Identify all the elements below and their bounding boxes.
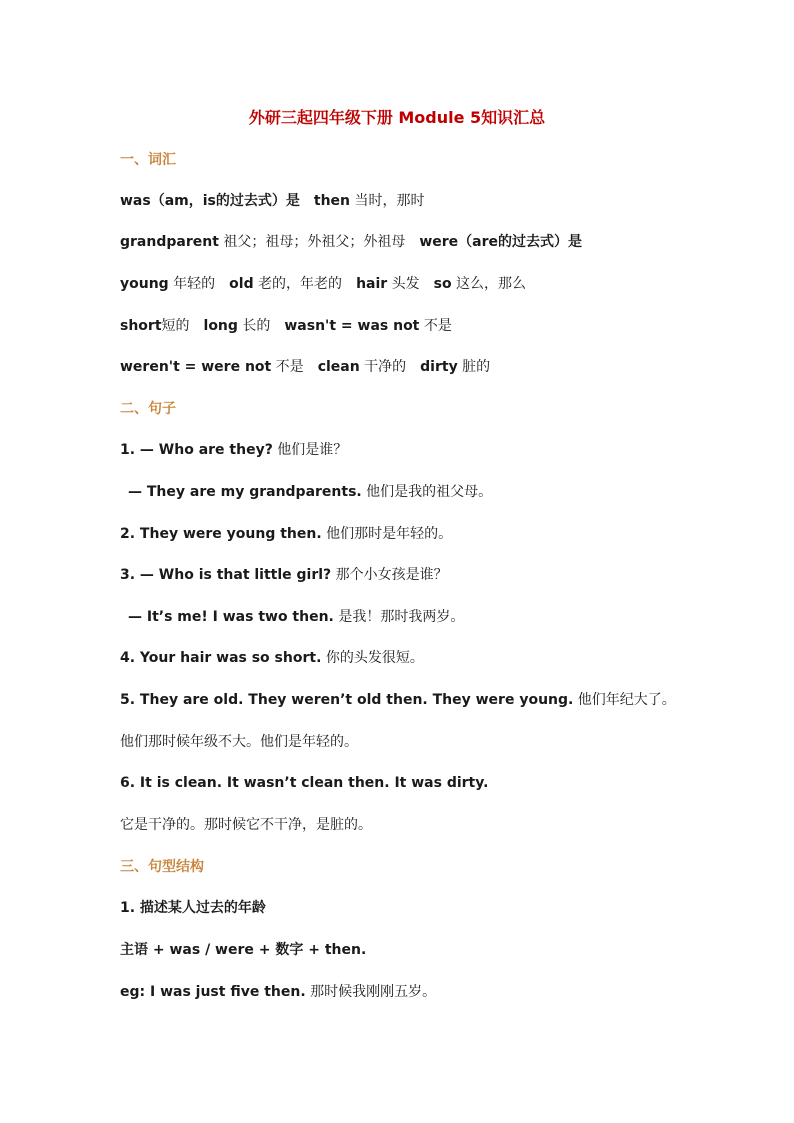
sentence-zh: 他们是谁？	[272, 442, 348, 458]
sentence-zh: 他们是我的祖父母。	[361, 484, 493, 500]
vocab-term: wasn't = was not	[284, 318, 420, 334]
sentence-zh: 你的头发很短。	[321, 650, 424, 666]
vocab-term: then	[313, 193, 351, 209]
vocab-line-5	[120, 357, 754, 377]
document-title: 外研三起四年级下册 Module 5知识汇总	[248, 108, 546, 127]
sentence-line	[128, 607, 754, 627]
vocab-meaning: 长的	[237, 318, 271, 334]
pattern-formula: 主语 + was / were + 数字 + then.	[120, 942, 367, 958]
pattern-example-en: eg: I was just five then.	[120, 984, 306, 1000]
patterns-heading: 三、句型结构	[120, 859, 204, 875]
pattern-title: 1. 描述某人过去的年龄	[120, 900, 266, 916]
sentence-zh: 他们年纪大了。	[573, 692, 676, 708]
sentence-en: 2. They were young then.	[120, 526, 322, 542]
vocab-line-2	[120, 232, 754, 252]
vocab-term: weren't = were not	[120, 359, 272, 375]
sentence-line	[120, 815, 754, 835]
pattern-line	[120, 898, 754, 918]
vocab-term: dirty	[420, 359, 458, 375]
vocab-line-3	[120, 274, 754, 294]
pattern-line	[120, 982, 754, 1002]
sentence-en: 1. — Who are they?	[120, 442, 273, 458]
vocab-term: clean	[317, 359, 360, 375]
sentence-line	[120, 732, 754, 752]
sentence-en: — They are my grandparents.	[128, 484, 362, 500]
sentence-line	[120, 648, 754, 668]
vocab-term: old	[229, 276, 254, 292]
vocab-heading: 一、词汇	[120, 152, 176, 168]
vocab-meaning: 这么，那么	[451, 276, 527, 292]
vocab-meaning: 不是	[419, 318, 452, 334]
vocab-term: young	[120, 276, 169, 292]
vocab-term: grandparent	[120, 234, 219, 250]
vocab-term: so	[433, 276, 452, 292]
vocab-line-4	[120, 316, 754, 336]
sentence-zh: 是我！那时我两岁。	[333, 609, 465, 625]
vocab-meaning: 老的，年老的	[253, 276, 343, 292]
vocab-meaning: 不是	[271, 359, 304, 375]
vocab-line-1	[120, 191, 754, 211]
vocab-meaning: 祖父；祖母；外祖父；外祖母	[218, 234, 406, 250]
vocab-term: hair	[356, 276, 388, 292]
sentence-en: 6. It is clean. It wasn’t clean then. It was dirty.	[120, 775, 489, 791]
sentence-line	[120, 565, 754, 585]
sentence-en: — It’s me! I was two then.	[128, 609, 334, 625]
sentence-line	[120, 524, 754, 544]
sentence-zh: 它是干净的。那时候它不干净，是脏的。	[120, 817, 372, 833]
sentence-zh: 他们那时候年级不大。他们是年轻的。	[120, 734, 358, 750]
vocab-meaning: 短的	[161, 318, 190, 334]
pattern-example-zh: 那时候我刚刚五岁。	[305, 984, 437, 1000]
sentence-zh: 他们那时是年轻的。	[321, 526, 453, 542]
pattern-line	[120, 940, 754, 960]
vocab-term: short	[120, 318, 162, 334]
vocab-meaning: 干净的	[359, 359, 407, 375]
vocab-meaning: 脏的	[457, 359, 491, 375]
vocab-term: long	[203, 318, 238, 334]
vocab-meaning: 当时，那时	[350, 193, 425, 209]
vocab-meaning: 年轻的	[168, 276, 216, 292]
sentence-line	[120, 440, 754, 460]
sentence-en: 3. — Who is that little girl?	[120, 567, 332, 583]
vocab-term: was（am，is的过去式）是	[120, 193, 300, 209]
sentence-zh: 那个小女孩是谁？	[331, 567, 448, 583]
sentence-line	[120, 690, 754, 710]
vocab-meaning: 头发	[387, 276, 420, 292]
sentences-heading: 二、句子	[120, 401, 176, 417]
sentence-line	[120, 773, 754, 793]
sentence-line	[128, 482, 754, 502]
sentence-en: 5. They are old. They weren’t old then. They were young.	[120, 692, 574, 708]
vocab-term: were（are的过去式）是	[419, 234, 583, 250]
sentence-en: 4. Your hair was so short.	[120, 650, 322, 666]
